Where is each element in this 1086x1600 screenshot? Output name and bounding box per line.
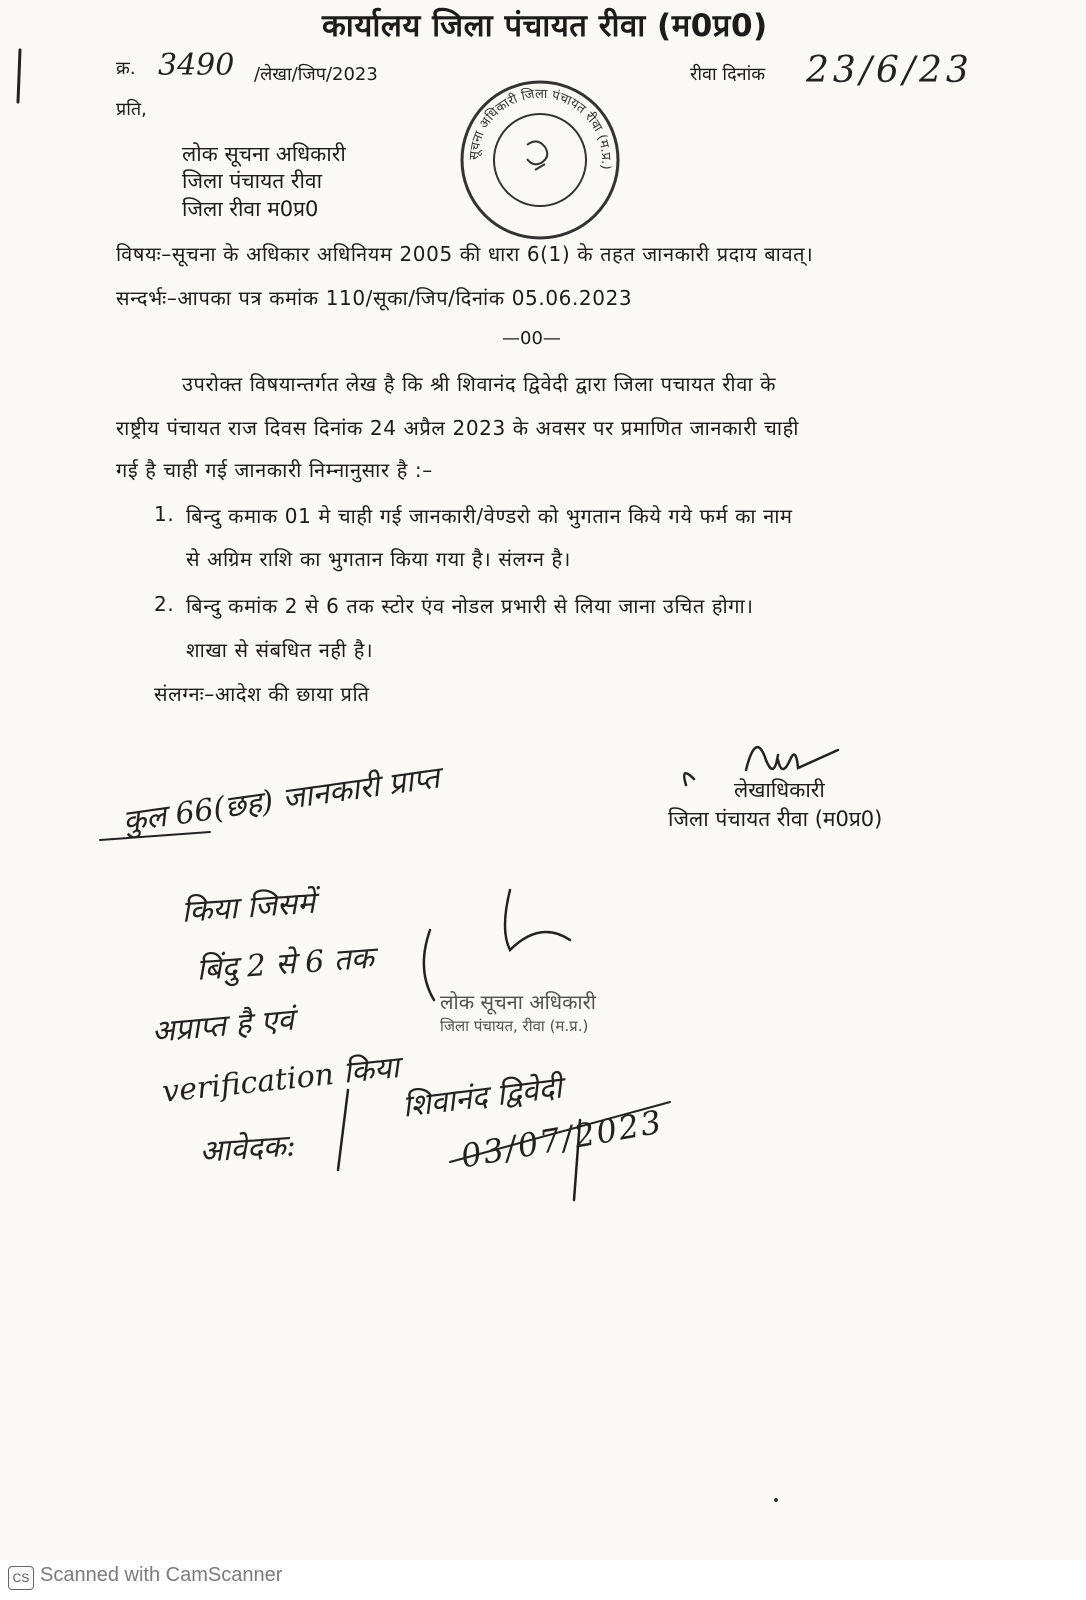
handwritten-note-line: आवेदक: (198, 1128, 297, 1170)
body-paragraph-line: गई है चाही गई जानकारी निम्नानुसार है :– (116, 458, 433, 482)
separator: —00— (502, 328, 561, 349)
official-seal (455, 75, 625, 245)
handwritten-signature-date: 03/07/2023 (458, 1102, 666, 1176)
body-paragraph-line: उपरोक्त विषयान्तर्गत लेख है कि श्री शिवानंद द्विवेदी द्वारा जिला पचायत रीवा के (182, 372, 777, 396)
handwritten-note-line: बिंदु 2 से 6 तक (195, 940, 375, 988)
handwritten-note-line: अप्राप्त है एवं (150, 1002, 296, 1050)
date-handwritten: 23/6/23 (806, 50, 973, 91)
list-item-line: बिन्दु कमाक 01 मे चाही गई जानकारी/वेण्डरो को भुगतान किये गये फर्म का नाम (186, 504, 793, 528)
reference-prefix: क्र. (116, 58, 136, 79)
handwritten-signature-name: शिवानंद द्विवेदी (400, 1070, 564, 1125)
office-header-title: कार्यालय जिला पंचायत रीवा (म0प्र0) (322, 8, 768, 44)
addressee-line: लोक सूचना अधिकारी (182, 142, 346, 166)
handwritten-note-line: verification किया (160, 1050, 401, 1110)
svg-text:सूचना अधिकारी जिला पंचायत रीवा (467, 86, 613, 170)
margin-mark (8, 40, 38, 110)
seal-icon (455, 75, 625, 245)
subject-line: विषयः–सूचना के अधिकार अधिनियम 2005 की धारा 6(1) के तहत जानकारी प्रदाय बावत्। (116, 242, 814, 266)
handwritten-note-line: किया जिसमें (180, 885, 317, 930)
signature-title: लेखाधिकारी (734, 778, 825, 802)
handwritten-strokes (90, 820, 690, 1220)
addressee-line: जिला रीवा म0प्र0 (182, 197, 319, 221)
handwritten-note-line: कुल 66(छह) जानकारी प्राप्त (120, 760, 442, 840)
stamp-line: जिला पंचायत, रीवा (म.प्र.) (440, 1017, 589, 1035)
list-item-number: 2. (154, 592, 175, 616)
camscanner-logo-icon: CS (8, 1566, 34, 1590)
list-item-line: शाखा से संबधित नही है। (186, 638, 374, 662)
date-label: रीवा दिनांक (690, 64, 766, 85)
signature-office: जिला पंचायत रीवा (म0प्र0) (668, 807, 883, 831)
body-paragraph-line: राष्ट्रीय पंचायत राज दिवस दिनांक 24 अप्रैल 2023 के अवसर पर प्रमाणित जानकारी चाही (116, 416, 800, 440)
reference-line: सन्दर्भः–आपका पत्र कमांक 110/सूका/जिप/दिनांक 05.06.2023 (116, 286, 633, 310)
seal-text: सूचना अधिकारी जिला पंचायत रीवा (म.प्र.) (466, 86, 614, 171)
enclosure-line: संलग्नः–आदेश की छाया प्रति (154, 682, 370, 706)
stamp-line: लोक सूचना अधिकारी (440, 990, 596, 1014)
list-item-number: 1. (154, 502, 175, 526)
speck (774, 1498, 778, 1502)
list-item-line: बिन्दु कमांक 2 से 6 तक स्टोर एंव नोडल प्रभारी से लिया जाना उचित होगा। (186, 594, 754, 618)
addressee-line: जिला पंचायत रीवा (182, 169, 323, 193)
list-item-line: से अग्रिम राशि का भुगतान किया गया है। संलग्न है। (186, 547, 571, 571)
reference-number-handwritten: 3490 (158, 48, 235, 83)
reference-suffix: /लेखा/जिप/2023 (254, 64, 378, 85)
to-label: प्रति, (116, 99, 147, 120)
scanner-watermark-text: Scanned with CamScanner (40, 1564, 283, 1586)
